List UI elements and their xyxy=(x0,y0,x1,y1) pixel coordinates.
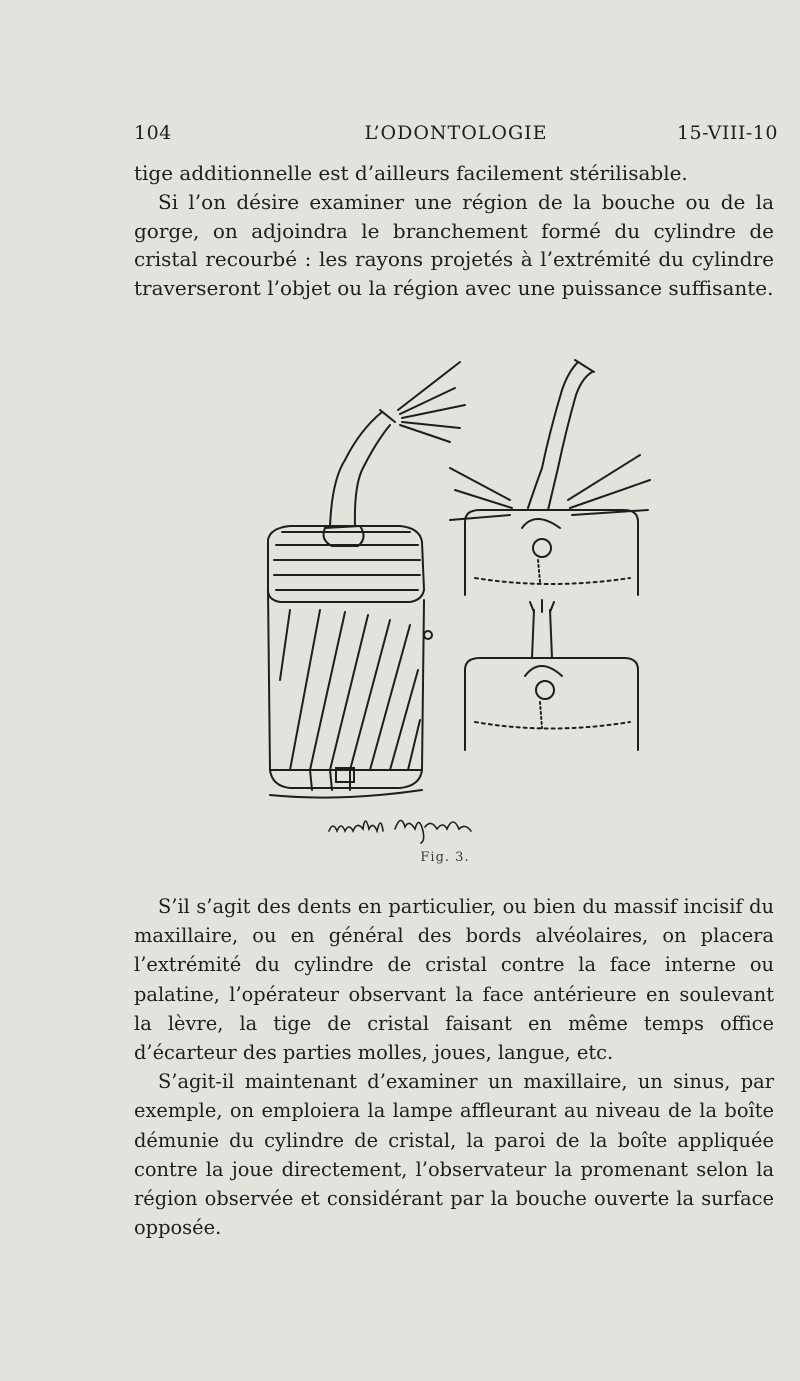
crystal-rod-drawing xyxy=(324,362,465,546)
lamp-drawing xyxy=(250,350,670,850)
paragraph: S’agit-il maintenant d’examiner un maxillaire, un sinus, par exemple, on emploiera la lampe affleurant au niveau de la boîte démunie du cylindre de cristal, la paroi de la boîte appliquée contre la joue directement, l’observateur la promenant selon la région observée et considérant par la bouche ouverte la surface opposée. xyxy=(134,1070,774,1240)
paragraph: S’il s’agit des dents en particulier, ou bien du massif incisif du maxillaire, ou en général des bords alvéolaires, on placera l’extrémité du cylindre de cristal contre la face interne ou palatine, l’opérateur observant la face antérieure en soulevant la lèvre, la tige de cristal faisant en même temps office d’écarteur des parties molles, joues, langue, etc. xyxy=(134,895,774,1065)
paragraph: tige additionnelle est d’ailleurs facilement stérilisable. xyxy=(134,161,688,185)
page-number: 104 xyxy=(134,122,172,144)
handwritten-note-modele-depose xyxy=(325,805,485,845)
text-block-bottom xyxy=(134,892,774,1242)
mouth-section-bottom-drawing xyxy=(465,600,638,750)
text-block-top xyxy=(134,159,774,303)
mouth-section-top-drawing xyxy=(450,360,650,595)
figure-caption: Fig. 3. xyxy=(420,850,470,865)
lamp-box-drawing xyxy=(268,526,432,798)
paragraph: Si l’on désire examiner une région de la bouche ou de la gorge, on adjoindra le branchement formé du cylindre de cristal recourbé : les rayons projetés à l’extrémité du cylindre traverseront l’objet ou la région avec une puissance suffisante. xyxy=(134,189,774,301)
running-header xyxy=(134,122,778,152)
figure-illustration xyxy=(250,350,670,850)
journal-title: L’ODONTOLOGIE xyxy=(364,122,548,144)
issue-date: 15-VIII-10 xyxy=(676,122,778,144)
